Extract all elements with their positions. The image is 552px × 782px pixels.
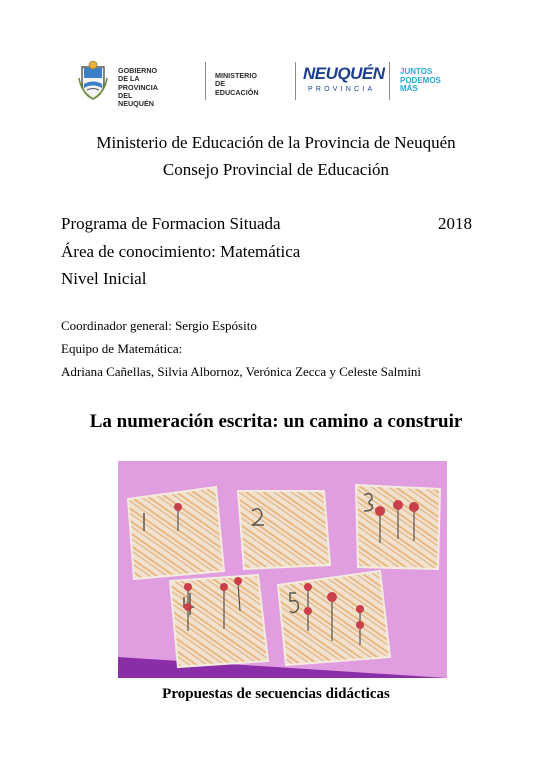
ministry-label (215, 72, 259, 97)
divider (205, 62, 206, 100)
education-level: Nivel Inicial (61, 269, 147, 288)
brand-subtitle: PROVINCIA (308, 86, 376, 93)
slogan (400, 68, 441, 94)
drawing-card (278, 571, 390, 665)
ministry-line-1: MINISTERIO (215, 71, 257, 80)
institution-line-2: Consejo Provincial de Educación (162, 160, 390, 179)
gov-line-1: GOBIERNO (118, 66, 158, 75)
coordinator: Coordinador general: Sergio Espósito (61, 318, 257, 333)
document-subtitle: Propuestas de secuencias didácticas (162, 686, 390, 702)
cover-photo (118, 461, 447, 678)
drawing-card (238, 491, 330, 569)
team-members: Adriana Cañellas, Silvia Albornoz, Verónica Zecca y Celeste Salmini (61, 364, 422, 379)
brand-wordmark: NEUQUÉN (303, 64, 385, 83)
ministry-line-2: DE EDUCACIÓN (215, 79, 259, 97)
divider (295, 62, 296, 100)
slogan-line-3: MÁS (400, 84, 418, 94)
divider (389, 62, 390, 100)
drawing-card (128, 487, 224, 579)
slogan-line-2: PODEMOS (400, 75, 441, 85)
knowledge-area: Área de conocimiento: Matemática (61, 242, 301, 261)
institution-line-1: Ministerio de Educación de la Provincia de Neuquén (96, 133, 456, 152)
government-label (118, 67, 158, 108)
gov-line-3: DEL NEUQUÉN (118, 90, 154, 109)
program-year: 2018 (438, 214, 472, 233)
province-seal-icon (78, 58, 108, 100)
program-name: Programa de Formacion Situada (61, 214, 281, 233)
gov-line-2: DE LA PROVINCIA (118, 74, 158, 92)
slogan-line-1: JUNTOS (400, 67, 433, 76)
team-label: Equipo de Matemática: (61, 341, 183, 356)
document-title: La numeración escrita: un camino a construir (89, 411, 463, 432)
